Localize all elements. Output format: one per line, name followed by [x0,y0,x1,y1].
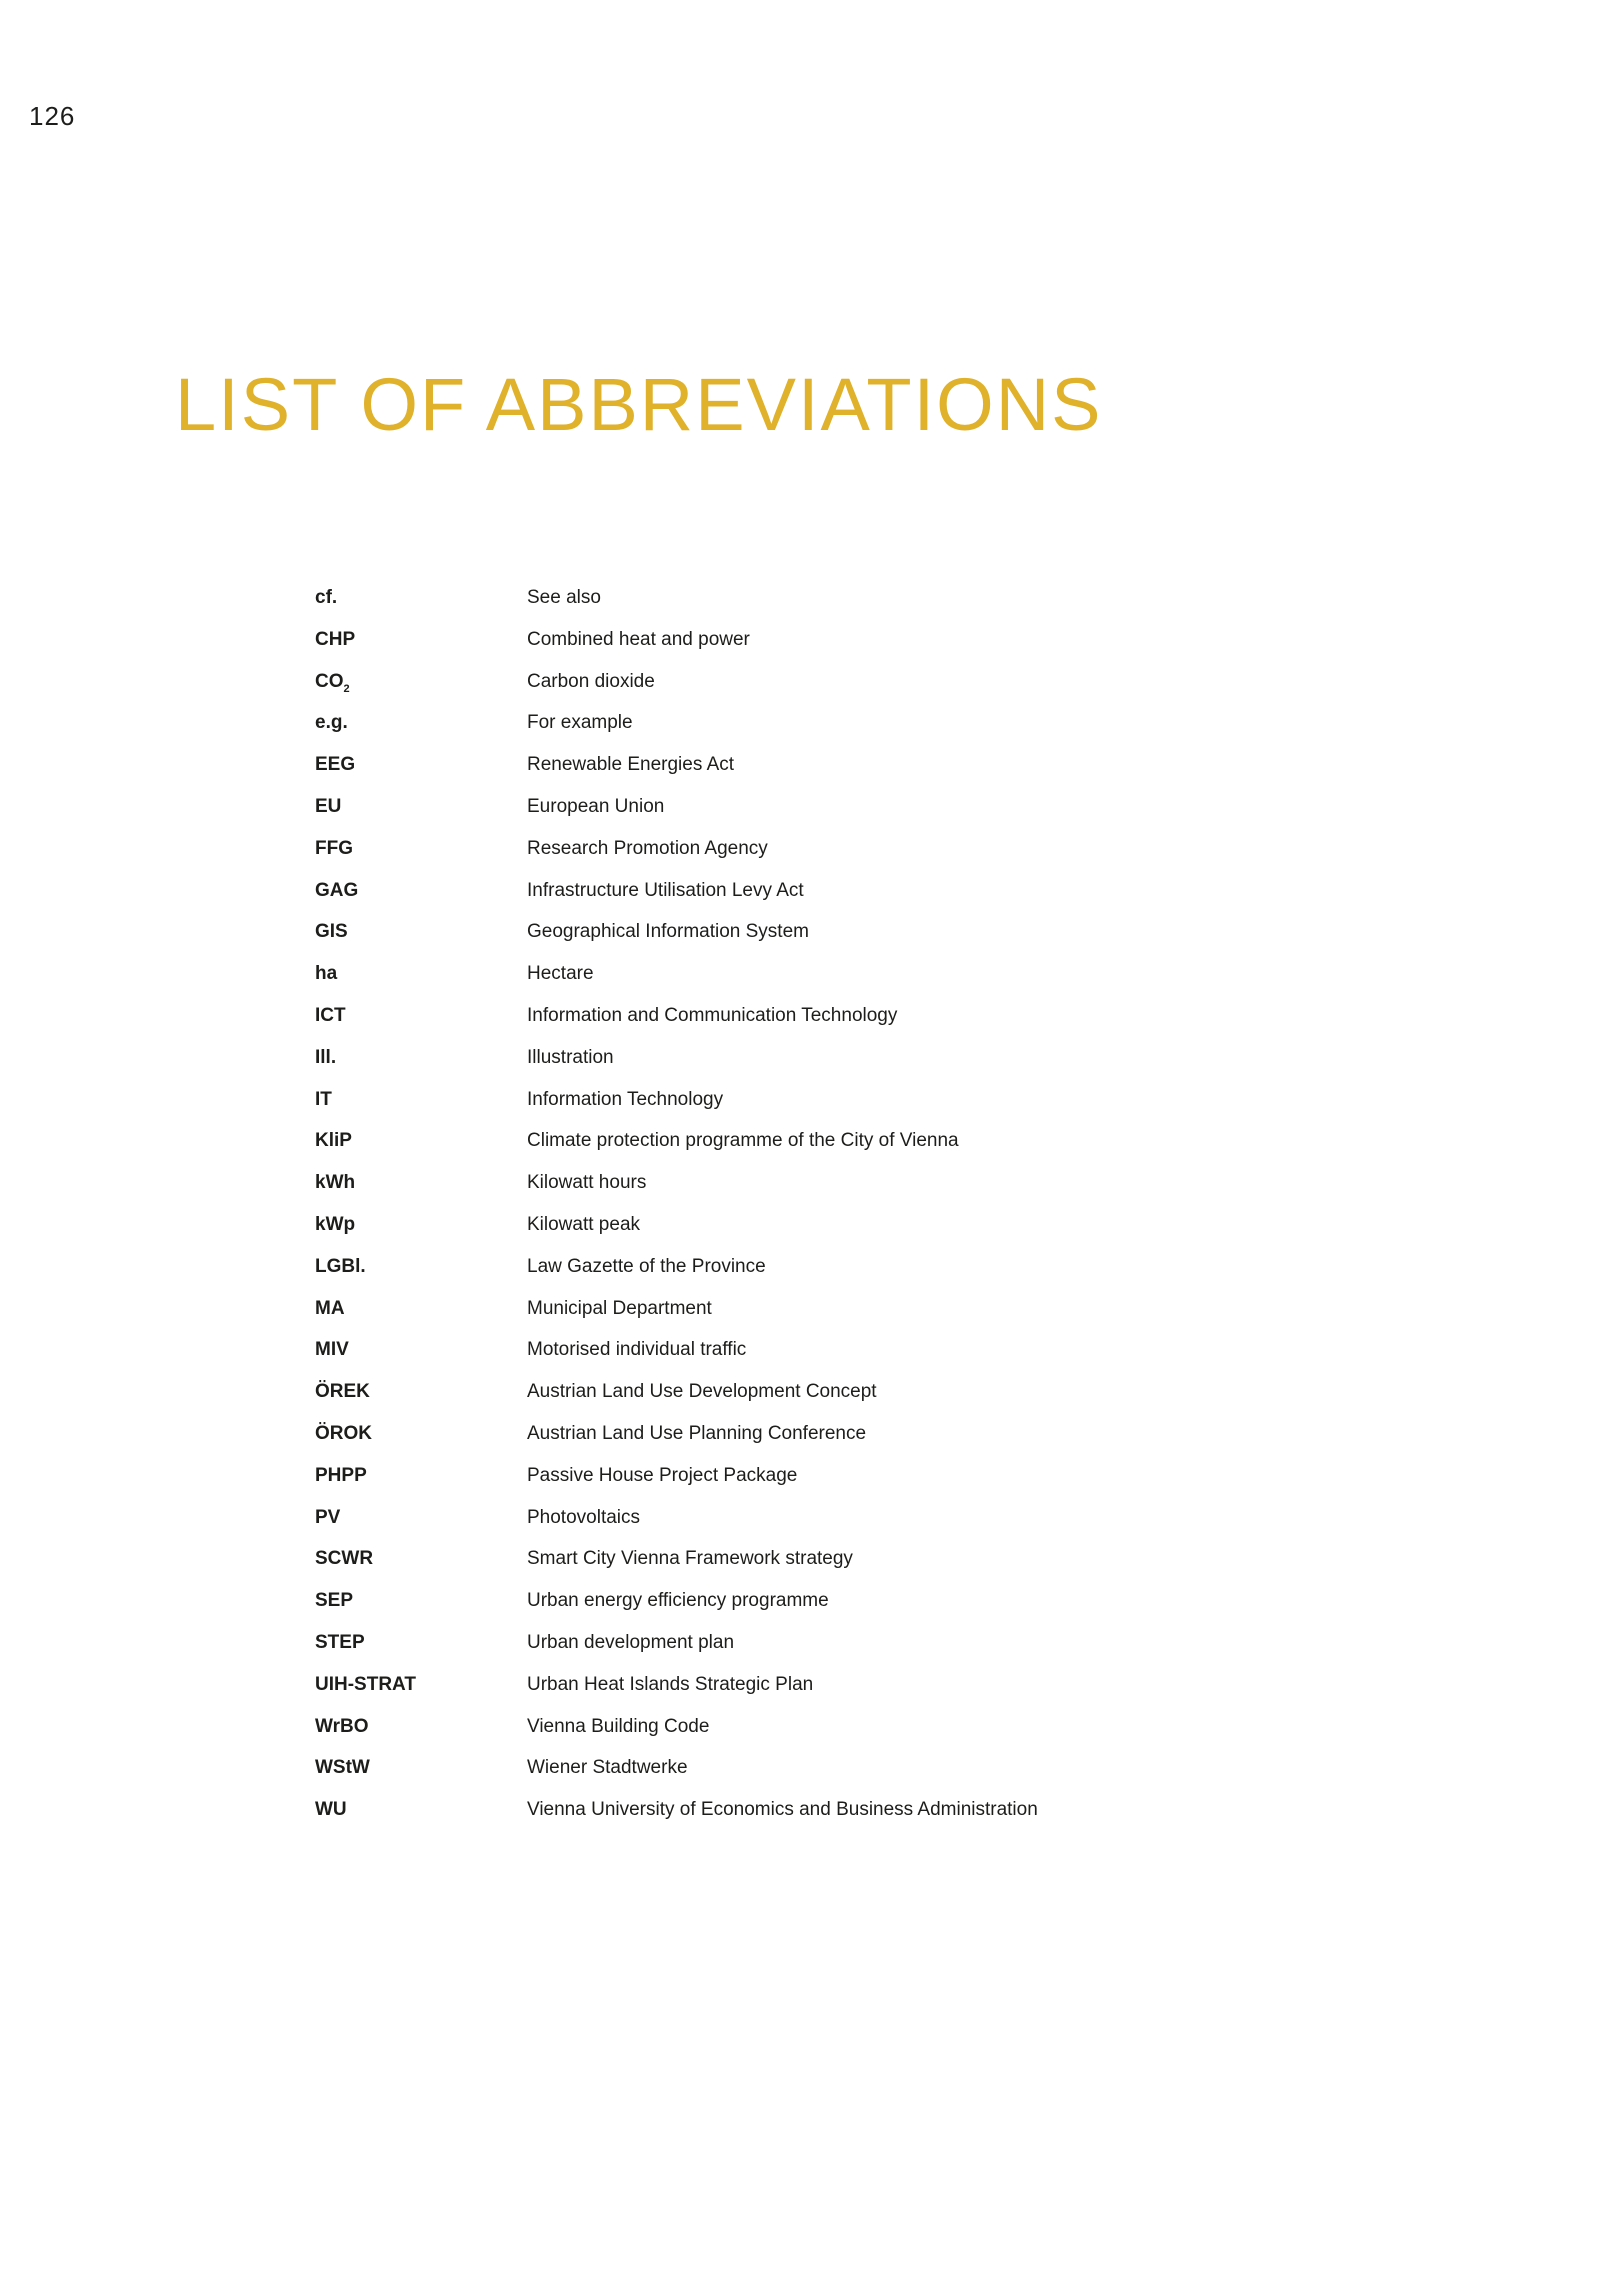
abbreviation-definition: Photovoltaics [527,1506,641,1528]
abbreviation-row [315,1541,1415,1583]
abbreviation-term [315,998,527,1034]
abbreviation-definition: Illustration [527,1046,614,1068]
page-number: 126 [29,101,76,131]
abbreviation-term [315,1667,527,1703]
abbreviation-row [315,1374,1415,1416]
abbreviation-row [315,1040,1415,1082]
abbreviation-term [315,789,527,825]
abbreviation-definition: Information Technology [527,1088,724,1110]
abbreviation-term [315,1500,527,1536]
abbreviation-row [315,1249,1415,1291]
abbreviation-term-text: SCWR [315,1548,374,1570]
abbreviation-term [315,1332,527,1368]
abbreviation-term-text: e.g. [315,712,348,734]
abbreviation-term [315,1792,527,1828]
abbreviation-term [315,1583,527,1619]
abbreviation-term-text: PHPP [315,1464,367,1486]
abbreviation-definition: Smart City Vienna Framework strategy [527,1548,853,1570]
abbreviation-definition: Carbon dioxide [527,670,655,692]
abbreviation-row [315,873,1415,915]
abbreviation-term [315,1207,527,1243]
abbreviation-definition: Kilowatt hours [527,1172,647,1194]
abbreviation-term [315,622,527,658]
abbreviation-row [315,789,1415,831]
abbreviation-term-text: EEG [315,754,356,776]
abbreviation-term [315,664,527,700]
abbreviation-definition: Climate protection programme of the City of Vienna [527,1130,959,1152]
abbreviation-definition: Wiener Stadtwerke [527,1757,688,1779]
abbreviation-term-text: cf. [315,587,338,608]
abbreviation-term-text: kWh [315,1172,356,1194]
abbreviation-term [315,580,527,616]
abbreviation-row [315,622,1415,664]
abbreviation-definition: Research Promotion Agency [527,837,768,859]
abbreviation-term-text: Ill. [315,1046,337,1068]
abbreviation-term-text: ICT [315,1004,346,1026]
abbreviation-term [315,1123,527,1159]
abbreviation-term [315,1709,527,1745]
abbreviation-term [315,1165,527,1201]
abbreviation-row [315,1332,1415,1374]
abbreviation-definition: Law Gazette of the Province [527,1255,766,1277]
abbreviation-term [315,1374,527,1410]
abbreviation-term [315,914,527,950]
abbreviation-definition: Municipal Department [527,1297,712,1319]
abbreviation-term-text: ÖROK [315,1422,372,1444]
abbreviation-term-text: CHP [315,628,356,650]
abbreviation-definition: See also [527,587,601,608]
abbreviation-term-text: ha [315,963,338,985]
abbreviation-term-text: WU [315,1799,347,1821]
abbreviation-row [315,1291,1415,1333]
abbreviation-term-text: GIS [315,921,348,943]
abbreviation-definition: Vienna University of Economics and Business Administration [527,1799,1038,1821]
abbreviation-list [315,580,1415,1834]
abbreviation-term-text: LGBl. [315,1255,366,1277]
abbreviation-term [315,747,527,783]
abbreviation-definition: Hectare [527,963,594,985]
abbreviation-definition: Combined heat and power [527,628,750,650]
abbreviation-row [315,1750,1415,1792]
abbreviation-term [315,1750,527,1786]
abbreviation-row [315,1500,1415,1542]
abbreviation-definition: Urban development plan [527,1631,735,1653]
abbreviation-definition: Geographical Information System [527,921,809,943]
abbreviation-term-text: PV [315,1506,341,1528]
abbreviation-row [315,705,1415,747]
abbreviation-row [315,998,1415,1040]
abbreviation-definition: Passive House Project Package [527,1464,798,1486]
abbreviation-term [315,1040,527,1076]
abbreviation-term-text: SEP [315,1590,354,1612]
abbreviation-definition: Infrastructure Utilisation Levy Act [527,879,804,901]
abbreviation-term-text: GAG [315,879,359,901]
abbreviation-term [315,873,527,909]
abbreviation-row [315,1207,1415,1249]
abbreviation-row [315,1123,1415,1165]
abbreviation-row [315,1625,1415,1667]
abbreviation-row [315,747,1415,789]
abbreviation-row [315,580,1415,622]
abbreviation-row [315,1458,1415,1500]
abbreviation-term-text: ÖREK [315,1381,370,1403]
abbreviation-definition: Urban Heat Islands Strategic Plan [527,1673,814,1695]
abbreviation-term-text: WrBO [315,1715,369,1737]
abbreviation-row [315,1583,1415,1625]
abbreviation-term-text: MA [315,1297,345,1319]
abbreviation-term-text: WStW [315,1757,370,1779]
abbreviation-row [315,1792,1415,1834]
abbreviation-term-text: CO [315,670,344,692]
abbreviation-definition: Information and Communication Technology [527,1004,898,1026]
abbreviation-definition: Motorised individual traffic [527,1339,747,1361]
abbreviation-definition: Austrian Land Use Planning Conference [527,1422,867,1444]
abbreviation-row [315,1416,1415,1458]
abbreviation-term [315,1416,527,1452]
abbreviation-row [315,1709,1415,1751]
abbreviation-term-text: EU [315,795,342,817]
abbreviation-term [315,956,527,992]
abbreviation-term-text: FFG [315,837,353,859]
abbreviation-term-text: STEP [315,1631,365,1653]
abbreviation-row [315,914,1415,956]
abbreviation-term [315,1625,527,1661]
abbreviation-definition: Vienna Building Code [527,1715,710,1737]
abbreviation-row [315,664,1415,706]
abbreviation-term [315,831,527,867]
abbreviation-definition: Austrian Land Use Development Concept [527,1381,877,1403]
abbreviation-definition: Renewable Energies Act [527,754,735,776]
page-title: LIST OF ABBREVIATIONS [175,363,1103,446]
abbreviation-term-text: IT [315,1088,332,1110]
abbreviation-term [315,1541,527,1577]
abbreviation-definition: Urban energy efficiency programme [527,1590,829,1612]
abbreviation-row [315,1165,1415,1207]
abbreviation-term [315,1458,527,1494]
abbreviation-row [315,831,1415,873]
abbreviation-term-text: UIH-STRAT [315,1673,416,1695]
abbreviation-term-text: kWp [315,1213,356,1235]
abbreviation-row [315,1667,1415,1709]
abbreviation-definition: Kilowatt peak [527,1213,641,1235]
abbreviation-term-text: KliP [315,1130,352,1152]
abbreviation-term-text: MIV [315,1339,349,1361]
abbreviation-row [315,1082,1415,1124]
abbreviation-term [315,1249,527,1285]
abbreviation-term [315,1291,527,1327]
abbreviation-term-subscript: 2 [343,682,350,695]
abbreviation-definition: For example [527,712,633,734]
abbreviation-definition: European Union [527,795,665,817]
abbreviation-row [315,956,1415,998]
abbreviation-term [315,1082,527,1118]
abbreviation-term [315,705,527,741]
